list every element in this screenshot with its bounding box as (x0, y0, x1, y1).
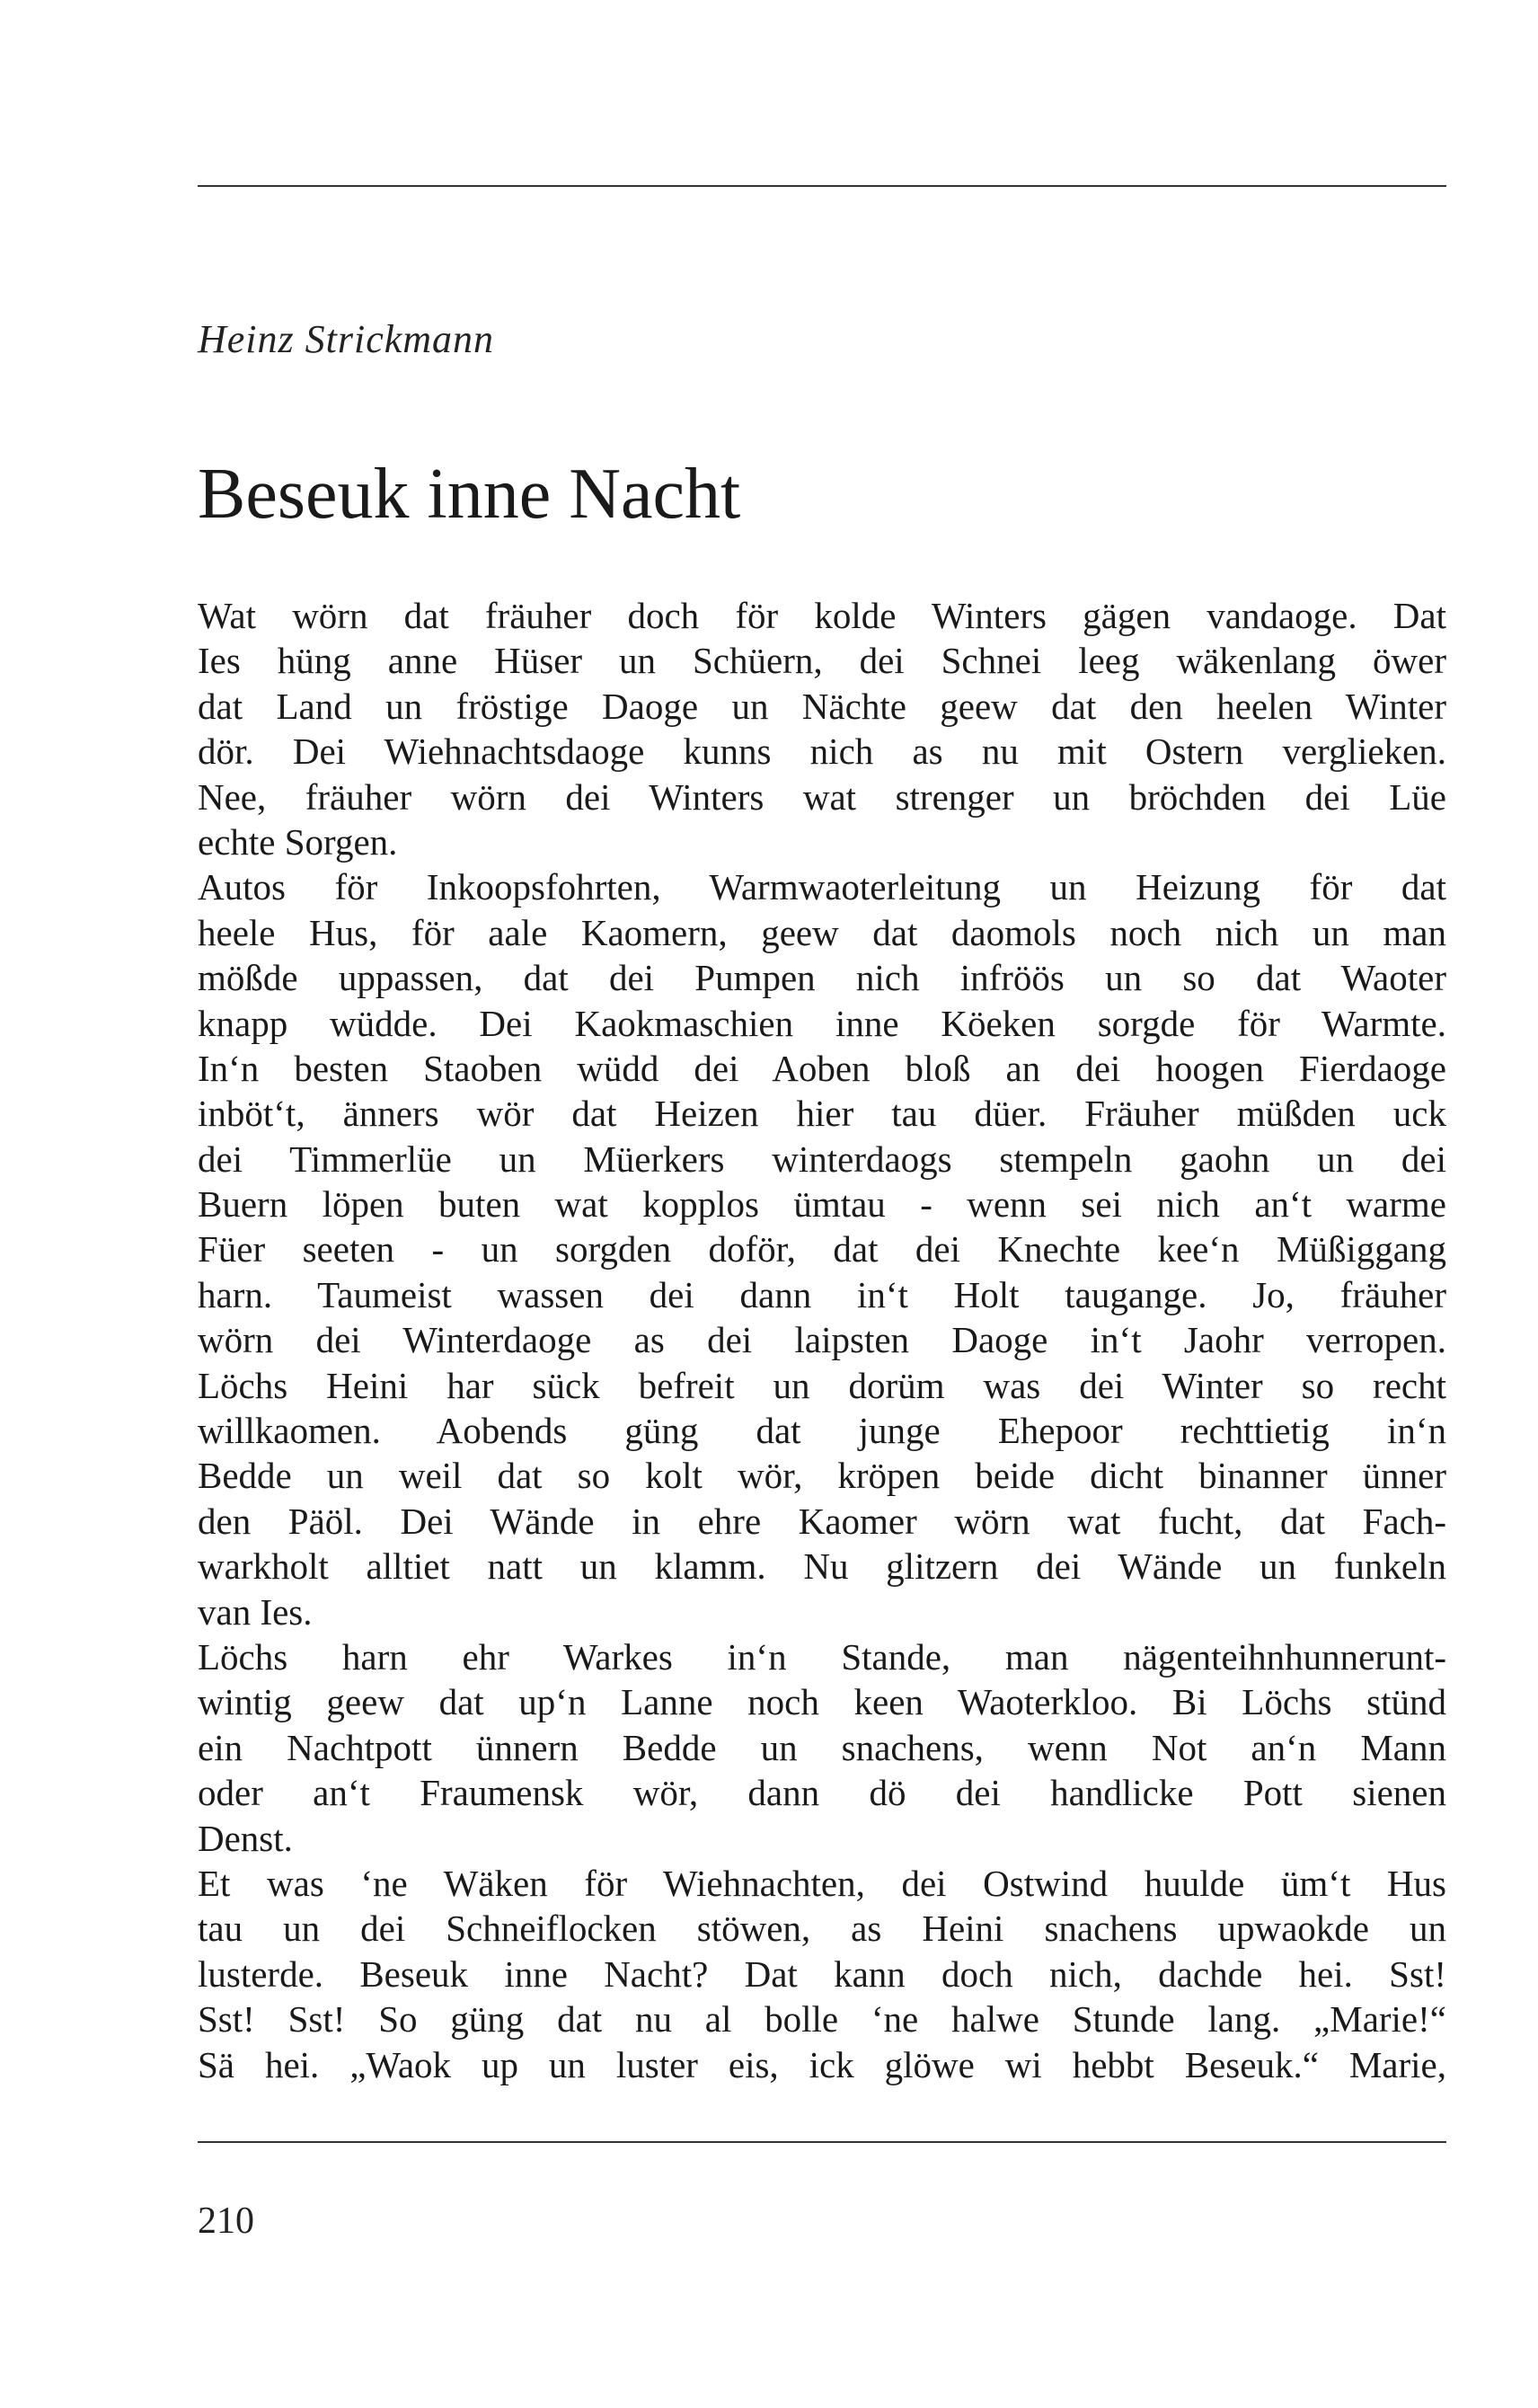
text-line: harn. Taumeist wassen dei dann in‘t Holt taugange. Jo, fräuher (198, 1273, 1446, 1315)
text-line: van Ies. (198, 1590, 313, 1633)
text-line: den Päöl. Dei Wände in ehre Kaomer wörn wat fucht, dat Fach- (198, 1500, 1446, 1542)
text-line: Wat wörn dat fräuher doch för kolde Winters gägen vandaoge. Dat (198, 595, 1446, 636)
text-line: dat Land un fröstige Daoge un Nächte geew dat den heelen Winter (198, 685, 1446, 727)
text-line: willkaomen. Aobends güng dat junge Ehepoor rechttietig in‘n (198, 1410, 1446, 1452)
story-title: Beseuk inne Nacht (198, 455, 741, 534)
text-line: tau un dei Schneiflocken stöwen, as Heini snachens upwaokde un (198, 1908, 1446, 1950)
text-line: Sä hei. „Waok up un luster eis, ick glöwe wi hebbt Beseuk.“ Marie, (198, 2043, 1446, 2085)
text-line: wintig geew dat up‘n Lanne noch keen Waoterkloo. Bi Löchs stünd (198, 1681, 1446, 1723)
text-line: dör. Dei Wiehnachtsdaoge kunns nich as nu mit Ostern verglieken. (198, 730, 1446, 773)
bottom-rule (198, 2141, 1446, 2143)
text-line: knapp wüdde. Dei Kaokmaschien inne Köeken sorgde för Warmte. (198, 1002, 1446, 1044)
text-line: Nee, fräuher wörn dei Winters wat strenger un bröchden dei Lüe (198, 775, 1446, 818)
text-line: Füer seeten - un sorgden doför, dat dei Knechte kee‘n Müßiggang (198, 1228, 1446, 1270)
text-line: wörn dei Winterdaoge as dei laipsten Daoge in‘t Jaohr verropen. (198, 1319, 1446, 1361)
page-number: 210 (198, 2200, 254, 2242)
text-line: inböt‘t, änners wör dat Heizen hier tau düer. Fräuher müßden uck (198, 1093, 1446, 1135)
text-line: Denst. (198, 1817, 293, 1859)
story-body (198, 593, 1446, 2087)
text-line: Buern löpen buten wat kopplos ümtau - wenn sei nich an‘t warme (198, 1183, 1446, 1226)
text-line: warkholt alltiet natt un klamm. Nu glitzern dei Wände un funkeln (198, 1545, 1446, 1588)
text-line: lusterde. Beseuk inne Nacht? Dat kann doch nich, dachde hei. Sst! (198, 1952, 1446, 1995)
text-line: heele Hus, för aale Kaomern, geew dat daomols noch nich un man (198, 911, 1446, 953)
text-line: Bedde un weil dat so kolt wör, kröpen beide dicht binanner ünner (198, 1455, 1446, 1497)
author-name: Heinz Strickmann (198, 317, 495, 361)
text-line: Autos för Inkoopsfohrten, Warmwaoterleitung un Heizung för dat (198, 866, 1446, 908)
text-line: Löchs harn ehr Warkes in‘n Stande, man nägenteihnhunnerunt- (198, 1635, 1446, 1678)
text-line: echte Sorgen. (198, 820, 398, 863)
text-line: Sst! Sst! So güng dat nu al bolle ‘ne halwe Stunde lang. „Marie!“ (198, 1998, 1446, 2041)
top-rule (198, 185, 1446, 187)
text-line: dei Timmerlüe un Müerkers winterdaogs stempeln gaohn un dei (198, 1138, 1446, 1180)
text-line: oder an‘t Fraumensk wör, dann dö dei handlicke Pott sienen (198, 1772, 1446, 1814)
text-line: Ies hüng anne Hüser un Schüern, dei Schnei leeg wäkenlang öwer (198, 640, 1446, 682)
text-line: mößde uppassen, dat dei Pumpen nich infröös un so dat Waoter (198, 957, 1446, 999)
text-line: Löchs Heini har sück befreit un dorüm was dei Winter so recht (198, 1364, 1446, 1406)
text-line: Et was ‘ne Wäken för Wiehnachten, dei Ostwind huulde üm‘t Hus (198, 1862, 1446, 1904)
text-line: ein Nachtpott ünnern Bedde un snachens, wenn Not an‘n Mann (198, 1726, 1446, 1768)
text-line: In‘n besten Staoben wüdd dei Aoben bloß an dei hoogen Fierdaoge (198, 1047, 1446, 1089)
